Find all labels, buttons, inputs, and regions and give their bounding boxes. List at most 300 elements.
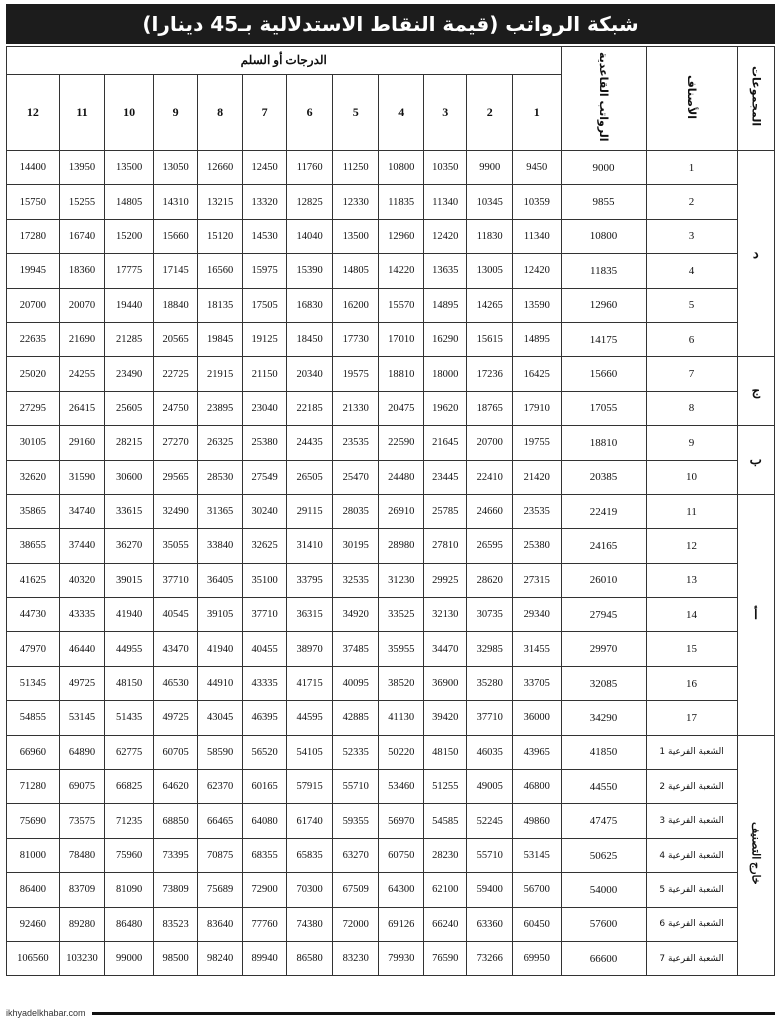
grade-value-cell: 29340 [512,598,561,632]
grade-value-cell: 20700 [7,288,60,322]
grade-value-cell: 41130 [379,701,424,735]
grade-number-header: 1 [512,75,561,151]
grade-value-cell: 18810 [379,357,424,391]
grade-number-header: 10 [105,75,154,151]
base-salary-cell: 44550 [561,770,646,804]
table-row [7,563,775,597]
grade-value-cell: 12825 [287,185,333,219]
grade-value-cell: 28215 [105,426,154,460]
level-cell: الشعبة الفرعية 6 [646,907,737,941]
grade-value-cell: 69950 [512,941,561,975]
grade-value-cell: 39105 [198,598,243,632]
grade-value-cell: 31230 [379,563,424,597]
grade-value-cell: 40320 [59,563,105,597]
grade-value-cell: 15975 [242,254,287,288]
grade-value-cell: 12450 [242,151,287,185]
grade-value-cell: 17236 [467,357,513,391]
level-cell: 3 [646,219,737,253]
grade-value-cell: 43045 [198,701,243,735]
grade-value-cell: 27270 [153,426,198,460]
grade-value-cell: 83523 [153,907,198,941]
grade-value-cell: 13500 [332,219,379,253]
level-cell: الشعبة الفرعية 5 [646,873,737,907]
grade-value-cell: 22185 [287,391,333,425]
grade-value-cell: 23445 [423,460,467,494]
grade-value-cell: 40545 [153,598,198,632]
grade-value-cell: 44730 [7,598,60,632]
grade-value-cell: 11830 [467,219,513,253]
grade-value-cell: 37710 [467,701,513,735]
base-salary-header: الرواتب القاعدية [561,47,646,151]
footer [6,1006,775,1020]
grade-value-cell: 56520 [242,735,287,769]
grade-value-cell: 33705 [512,666,561,700]
level-cell: 17 [646,701,737,735]
grade-value-cell: 33795 [287,563,333,597]
grade-value-cell: 52335 [332,735,379,769]
grade-value-cell: 53145 [59,701,105,735]
table-row [7,426,775,460]
grade-value-cell: 29925 [423,563,467,597]
grade-value-cell: 16290 [423,322,467,356]
base-salary-cell: 20385 [561,460,646,494]
grade-value-cell: 32625 [242,529,287,563]
grade-value-cell: 77760 [242,907,287,941]
grade-value-cell: 22635 [7,322,60,356]
grade-value-cell: 11340 [423,185,467,219]
grade-value-cell: 37710 [242,598,287,632]
base-salary-cell: 14175 [561,322,646,356]
grade-value-cell: 26505 [287,460,333,494]
grade-value-cell: 17010 [379,322,424,356]
grade-value-cell: 30600 [105,460,154,494]
grade-value-cell: 31455 [512,632,561,666]
grade-value-cell: 25470 [332,460,379,494]
grade-number-header: 6 [287,75,333,151]
grade-value-cell: 35955 [379,632,424,666]
grade-value-cell: 69126 [379,907,424,941]
grade-value-cell: 26910 [379,494,424,528]
group-cell: خارج التصنيف [737,735,774,976]
table-row [7,770,775,804]
grade-value-cell: 27295 [7,391,60,425]
grade-value-cell: 18765 [467,391,513,425]
level-cell: 10 [646,460,737,494]
grade-value-cell: 43965 [512,735,561,769]
grade-value-cell: 13635 [423,254,467,288]
grade-value-cell: 30240 [242,494,287,528]
grade-number-header: 3 [423,75,467,151]
table-row [7,941,775,975]
grade-value-cell: 16830 [287,288,333,322]
grade-value-cell: 51435 [105,701,154,735]
grade-value-cell: 66960 [7,735,60,769]
base-salary-cell: 9000 [561,151,646,185]
base-salary-cell: 15660 [561,357,646,391]
grade-value-cell: 49005 [467,770,513,804]
grade-value-cell: 68355 [242,838,287,872]
grade-value-cell: 33525 [379,598,424,632]
grade-value-cell: 49725 [59,666,105,700]
grade-value-cell: 24435 [287,426,333,460]
grade-value-cell: 43335 [59,598,105,632]
grade-value-cell: 13590 [512,288,561,322]
base-salary-cell: 34290 [561,701,646,735]
grade-value-cell: 9450 [512,151,561,185]
grade-value-cell: 25380 [512,529,561,563]
grade-value-cell: 30105 [7,426,60,460]
grade-value-cell: 32535 [332,563,379,597]
base-salary-cell: 47475 [561,804,646,838]
grade-value-cell: 14805 [105,185,154,219]
grade-value-cell: 24750 [153,391,198,425]
grade-value-cell: 63360 [467,907,513,941]
grade-value-cell: 46395 [242,701,287,735]
grade-value-cell: 58590 [198,735,243,769]
grade-value-cell: 70300 [287,873,333,907]
grade-value-cell: 62100 [423,873,467,907]
grade-value-cell: 86400 [7,873,60,907]
grade-value-cell: 12330 [332,185,379,219]
level-cell: 13 [646,563,737,597]
grade-value-cell: 59355 [332,804,379,838]
grade-value-cell: 35280 [467,666,513,700]
grade-value-cell: 34920 [332,598,379,632]
grade-value-cell: 66240 [423,907,467,941]
grade-value-cell: 21915 [198,357,243,391]
grade-value-cell: 40455 [242,632,287,666]
grade-value-cell: 53460 [379,770,424,804]
grade-value-cell: 53145 [512,838,561,872]
grade-value-cell: 52245 [467,804,513,838]
group-cell: ب [737,426,774,495]
grade-value-cell: 41625 [7,563,60,597]
grade-value-cell: 86580 [287,941,333,975]
grade-number-header: 9 [153,75,198,151]
grade-value-cell: 46800 [512,770,561,804]
level-cell: 16 [646,666,737,700]
grade-value-cell: 46035 [467,735,513,769]
grade-value-cell: 67509 [332,873,379,907]
grade-value-cell: 83640 [198,907,243,941]
footer-rule [92,1012,775,1015]
grade-value-cell: 28620 [467,563,513,597]
grade-value-cell: 14895 [512,322,561,356]
grade-value-cell: 48150 [423,735,467,769]
grade-value-cell: 81000 [7,838,60,872]
grade-value-cell: 32620 [7,460,60,494]
grade-value-cell: 10350 [423,151,467,185]
grade-value-cell: 64300 [379,873,424,907]
grade-value-cell: 83230 [332,941,379,975]
grade-value-cell: 20340 [287,357,333,391]
base-salary-cell: 32085 [561,666,646,700]
grade-value-cell: 44955 [105,632,154,666]
grade-value-cell: 41940 [198,632,243,666]
grade-value-cell: 13950 [59,151,105,185]
level-cell: 11 [646,494,737,528]
grade-value-cell: 21150 [242,357,287,391]
grade-value-cell: 12960 [379,219,424,253]
grade-value-cell: 21285 [105,322,154,356]
grade-number-header: 11 [59,75,105,151]
grade-value-cell: 27315 [512,563,561,597]
grade-value-cell: 38520 [379,666,424,700]
grade-value-cell: 33840 [198,529,243,563]
grade-value-cell: 29565 [153,460,198,494]
grade-value-cell: 54105 [287,735,333,769]
grade-value-cell: 51345 [7,666,60,700]
grade-value-cell: 21690 [59,322,105,356]
grade-value-cell: 17505 [242,288,287,322]
table-row [7,838,775,872]
table-row [7,598,775,632]
grade-value-cell: 66465 [198,804,243,838]
grade-value-cell: 55710 [467,838,513,872]
grade-value-cell: 17280 [7,219,60,253]
grade-number-header: 2 [467,75,513,151]
salary-grid-table [6,46,775,976]
grade-value-cell: 72000 [332,907,379,941]
grade-value-cell: 59400 [467,873,513,907]
level-cell: 14 [646,598,737,632]
grade-number-header: 8 [198,75,243,151]
grade-value-cell: 9900 [467,151,513,185]
level-cell: 15 [646,632,737,666]
group-cell: ج [737,357,774,426]
grade-value-cell: 10359 [512,185,561,219]
grade-value-cell: 106560 [7,941,60,975]
grade-value-cell: 25605 [105,391,154,425]
grade-value-cell: 32130 [423,598,467,632]
grade-value-cell: 36315 [287,598,333,632]
grade-value-cell: 16200 [332,288,379,322]
grade-value-cell: 37710 [153,563,198,597]
grade-value-cell: 71280 [7,770,60,804]
grade-value-cell: 14265 [467,288,513,322]
base-salary-cell: 54000 [561,873,646,907]
grade-value-cell: 23040 [242,391,287,425]
grade-value-cell: 26325 [198,426,243,460]
base-salary-cell: 24165 [561,529,646,563]
grade-value-cell: 23535 [512,494,561,528]
grade-value-cell: 54585 [423,804,467,838]
grade-value-cell: 43335 [242,666,287,700]
grade-value-cell: 103230 [59,941,105,975]
base-salary-cell: 17055 [561,391,646,425]
base-salary-cell: 22419 [561,494,646,528]
level-cell: 7 [646,357,737,391]
grade-value-cell: 15390 [287,254,333,288]
grade-value-cell: 21420 [512,460,561,494]
grade-value-cell: 15615 [467,322,513,356]
grade-value-cell: 86480 [105,907,154,941]
grade-value-cell: 10345 [467,185,513,219]
grade-value-cell: 13005 [467,254,513,288]
grade-value-cell: 49725 [153,701,198,735]
grade-value-cell: 35100 [242,563,287,597]
level-cell: الشعبة الفرعية 3 [646,804,737,838]
grade-value-cell: 37440 [59,529,105,563]
grade-value-cell: 92460 [7,907,60,941]
table-row [7,357,775,391]
base-salary-cell: 9855 [561,185,646,219]
grade-value-cell: 54855 [7,701,60,735]
level-cell: الشعبة الفرعية 4 [646,838,737,872]
grade-value-cell: 19845 [198,322,243,356]
level-cell: 6 [646,322,737,356]
grade-value-cell: 14530 [242,219,287,253]
table-row [7,873,775,907]
groups-header: المجموعات [737,47,774,151]
grade-value-cell: 29160 [59,426,105,460]
base-salary-cell: 27945 [561,598,646,632]
base-salary-cell: 12960 [561,288,646,322]
grade-value-cell: 34470 [423,632,467,666]
table-row [7,219,775,253]
grade-value-cell: 98240 [198,941,243,975]
table-row [7,907,775,941]
grade-value-cell: 55710 [332,770,379,804]
grade-value-cell: 13050 [153,151,198,185]
grade-value-cell: 19945 [7,254,60,288]
grade-value-cell: 14805 [332,254,379,288]
table-row [7,322,775,356]
grade-value-cell: 19575 [332,357,379,391]
table-row [7,288,775,322]
grade-value-cell: 38655 [7,529,60,563]
grade-value-cell: 83709 [59,873,105,907]
grade-value-cell: 13320 [242,185,287,219]
table-row [7,254,775,288]
grade-value-cell: 63270 [332,838,379,872]
table-row [7,391,775,425]
footer-site: ikhyadelkhabar.com [6,1008,86,1018]
base-salary-cell: 41850 [561,735,646,769]
grade-value-cell: 46440 [59,632,105,666]
group-cell: د [737,151,774,357]
grade-value-cell: 46530 [153,666,198,700]
grade-value-cell: 73395 [153,838,198,872]
level-cell: 4 [646,254,737,288]
grade-value-cell: 89940 [242,941,287,975]
grade-value-cell: 22725 [153,357,198,391]
grade-value-cell: 15570 [379,288,424,322]
grade-value-cell: 11340 [512,219,561,253]
grade-value-cell: 14895 [423,288,467,322]
level-cell: 2 [646,185,737,219]
grade-number-header: 5 [332,75,379,151]
grade-value-cell: 31410 [287,529,333,563]
base-salary-cell: 10800 [561,219,646,253]
grade-value-cell: 60750 [379,838,424,872]
grade-value-cell: 18450 [287,322,333,356]
grade-value-cell: 29115 [287,494,333,528]
grade-value-cell: 60705 [153,735,198,769]
level-cell: 1 [646,151,737,185]
grade-value-cell: 18840 [153,288,198,322]
table-row [7,494,775,528]
grade-value-cell: 11250 [332,151,379,185]
level-cell: 9 [646,426,737,460]
grade-value-cell: 28230 [423,838,467,872]
grade-value-cell: 21330 [332,391,379,425]
grade-value-cell: 36405 [198,563,243,597]
level-cell: 12 [646,529,737,563]
grade-value-cell: 28530 [198,460,243,494]
grade-value-cell: 64080 [242,804,287,838]
base-salary-cell: 26010 [561,563,646,597]
grade-value-cell: 25785 [423,494,467,528]
grade-value-cell: 19125 [242,322,287,356]
grade-value-cell: 98500 [153,941,198,975]
grade-value-cell: 23895 [198,391,243,425]
table-row [7,151,775,185]
grade-value-cell: 34740 [59,494,105,528]
grade-value-cell: 20475 [379,391,424,425]
grade-value-cell: 26595 [467,529,513,563]
grade-value-cell: 89280 [59,907,105,941]
grade-value-cell: 71235 [105,804,154,838]
grade-value-cell: 60450 [512,907,561,941]
table-row [7,460,775,494]
grade-value-cell: 24255 [59,357,105,391]
grade-value-cell: 12660 [198,151,243,185]
grade-value-cell: 75960 [105,838,154,872]
grade-value-cell: 99000 [105,941,154,975]
grade-value-cell: 81090 [105,873,154,907]
grade-value-cell: 78480 [59,838,105,872]
grade-value-cell: 31590 [59,460,105,494]
grade-value-cell: 41940 [105,598,154,632]
grade-value-cell: 21645 [423,426,467,460]
grade-value-cell: 14220 [379,254,424,288]
grade-value-cell: 27549 [242,460,287,494]
grade-value-cell: 36000 [512,701,561,735]
grade-value-cell: 38970 [287,632,333,666]
grade-value-cell: 79930 [379,941,424,975]
grade-value-cell: 50220 [379,735,424,769]
grade-value-cell: 75689 [198,873,243,907]
base-salary-cell: 57600 [561,907,646,941]
base-salary-cell: 18810 [561,426,646,460]
grade-value-cell: 22590 [379,426,424,460]
grade-value-cell: 69075 [59,770,105,804]
grade-value-cell: 24660 [467,494,513,528]
grade-value-cell: 44910 [198,666,243,700]
grade-value-cell: 15255 [59,185,105,219]
table-row [7,666,775,700]
grade-value-cell: 30195 [332,529,379,563]
grade-value-cell: 75690 [7,804,60,838]
grade-value-cell: 18000 [423,357,467,391]
grade-value-cell: 28035 [332,494,379,528]
grade-value-cell: 17145 [153,254,198,288]
grade-value-cell: 64890 [59,735,105,769]
grade-value-cell: 12420 [423,219,467,253]
grade-value-cell: 24480 [379,460,424,494]
grade-value-cell: 48150 [105,666,154,700]
grade-value-cell: 39420 [423,701,467,735]
grade-value-cell: 13215 [198,185,243,219]
grade-value-cell: 72900 [242,873,287,907]
table-row [7,804,775,838]
grade-number-header: 4 [379,75,424,151]
grade-value-cell: 65835 [287,838,333,872]
grade-value-cell: 20565 [153,322,198,356]
grade-value-cell: 19440 [105,288,154,322]
grade-value-cell: 76590 [423,941,467,975]
